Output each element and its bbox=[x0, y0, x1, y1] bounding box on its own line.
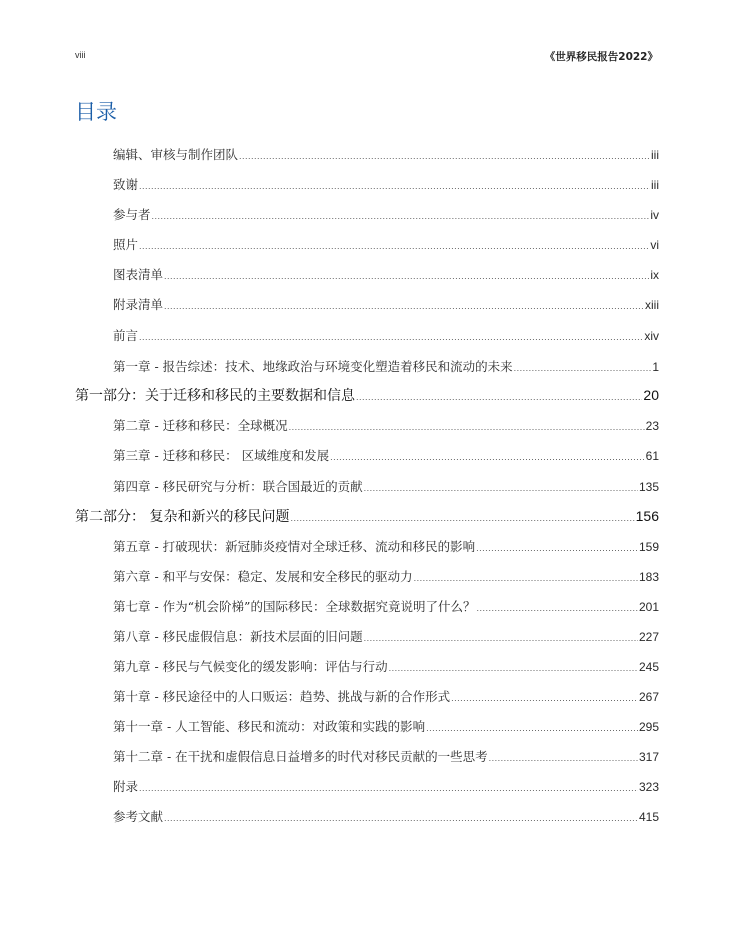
dot-leader bbox=[426, 723, 638, 733]
toc-entry-page-number: 295 bbox=[638, 720, 659, 734]
toc-entry-page-number: iv bbox=[650, 208, 659, 222]
toc-entry-page-number: 317 bbox=[638, 750, 659, 764]
toc-entry[interactable] bbox=[113, 597, 659, 615]
page-number: viii bbox=[75, 50, 86, 60]
dot-leader bbox=[139, 241, 649, 251]
dot-leader bbox=[152, 211, 650, 221]
toc-entry-page-number: iii bbox=[651, 178, 659, 192]
toc-entry[interactable] bbox=[113, 717, 659, 735]
toc-entry-label: 第三章 - 迁移和移民： 区域维度和发展 bbox=[113, 448, 330, 463]
toc-entry-label: 参与者 bbox=[113, 207, 151, 222]
toc-entry-label: 致谢 bbox=[113, 177, 139, 192]
toc-entry-page-number: 20 bbox=[643, 387, 659, 403]
toc-entry-label: 照片 bbox=[113, 237, 139, 252]
toc-entry[interactable] bbox=[113, 446, 659, 464]
dot-leader bbox=[330, 452, 644, 462]
toc-entry-page-number: 159 bbox=[638, 540, 659, 554]
dot-leader bbox=[290, 513, 634, 523]
toc-entry[interactable] bbox=[113, 537, 659, 555]
toc-entry[interactable] bbox=[113, 175, 659, 193]
toc-entry-page-number: 245 bbox=[638, 660, 659, 674]
dot-leader bbox=[356, 392, 642, 402]
toc-entry-label: 第七章 - 作为“机会阶梯”的国际移民：全球数据究竟说明了什么？ bbox=[113, 599, 476, 614]
dot-leader bbox=[239, 151, 650, 161]
dot-leader bbox=[139, 181, 650, 191]
dot-leader bbox=[139, 332, 643, 342]
toc-entry-label: 第四章 - 移民研究与分析：联合国最近的贡献 bbox=[113, 479, 363, 494]
toc-entry[interactable] bbox=[113, 145, 659, 163]
toc-entry-label: 第八章 - 移民虚假信息：新技术层面的旧问题 bbox=[113, 629, 363, 644]
toc-entry-page-number: xiii bbox=[645, 298, 659, 312]
toc-entry-page-number: 1 bbox=[652, 360, 659, 374]
toc-entry[interactable] bbox=[113, 265, 659, 283]
toc-entry-label: 附录 bbox=[113, 779, 139, 794]
toc-entry-label: 前言 bbox=[113, 328, 139, 343]
toc-entry-label: 第九章 - 移民与气候变化的缓发影响：评估与行动 bbox=[113, 659, 388, 674]
toc-entry-page-number: 227 bbox=[638, 630, 659, 644]
toc-entry[interactable] bbox=[113, 657, 659, 675]
toc-entry[interactable] bbox=[113, 477, 659, 495]
toc-entry-page-number: 135 bbox=[638, 480, 659, 494]
toc-entry[interactable] bbox=[113, 687, 659, 705]
toc-entry-page-number: 201 bbox=[638, 600, 659, 614]
toc-entry-label: 图表清单 bbox=[113, 267, 164, 282]
toc-part-entry[interactable] bbox=[75, 385, 659, 405]
toc-entry-label: 第十一章 - 人工智能、移民和流动：对政策和实践的影响 bbox=[113, 719, 426, 734]
toc-part-entry[interactable] bbox=[75, 506, 659, 526]
toc-entry-page-number: iii bbox=[651, 148, 659, 162]
toc-entry[interactable] bbox=[113, 777, 659, 795]
dot-leader bbox=[514, 363, 652, 373]
toc-title: 目录 bbox=[75, 100, 117, 124]
toc-entry[interactable] bbox=[113, 416, 659, 434]
running-header-title: 《世界移民报告2022》 bbox=[544, 51, 658, 63]
toc-entry-label: 参考文献 bbox=[113, 809, 164, 824]
toc-entry[interactable] bbox=[113, 205, 659, 223]
toc-entry-label: 第二章 - 迁移和移民：全球概况 bbox=[113, 418, 288, 433]
dot-leader bbox=[389, 663, 638, 673]
toc-entry-page-number: ix bbox=[650, 268, 659, 282]
toc-entry-label: 第五章 - 打破现状：新冠肺炎疫情对全球迁移、流动和移民的影响 bbox=[113, 539, 476, 554]
toc-entry[interactable] bbox=[113, 567, 659, 585]
dot-leader bbox=[289, 422, 645, 432]
dot-leader bbox=[364, 483, 638, 493]
toc-entry-page-number: xiv bbox=[644, 329, 659, 343]
dot-leader bbox=[489, 753, 638, 763]
toc-entry-label: 第十二章 - 在干扰和虚假信息日益增多的时代对移民贡献的一些思考 bbox=[113, 749, 488, 764]
toc-entry[interactable] bbox=[113, 235, 659, 253]
dot-leader bbox=[164, 813, 638, 823]
dot-leader bbox=[139, 783, 638, 793]
toc-entry-page-number: 415 bbox=[638, 810, 659, 824]
toc-entry-label: 第十章 - 移民途径中的人口贩运：趋势、挑战与新的合作形式 bbox=[113, 689, 451, 704]
toc-entry-page-number: 183 bbox=[638, 570, 659, 584]
toc-entry-label: 第二部分： 复杂和新兴的移民问题 bbox=[75, 509, 290, 525]
toc-entry-page-number: 267 bbox=[638, 690, 659, 704]
toc-entry-label: 附录清单 bbox=[113, 297, 164, 312]
dot-leader bbox=[364, 633, 638, 643]
toc-entry-label: 第六章 - 和平与安保：稳定、发展和安全移民的驱动力 bbox=[113, 569, 413, 584]
dot-leader bbox=[414, 573, 638, 583]
toc-entry[interactable] bbox=[113, 357, 659, 375]
toc-entry[interactable] bbox=[113, 326, 659, 344]
toc-entry-page-number: 156 bbox=[635, 508, 659, 524]
toc-entry-label: 编辑、审核与制作团队 bbox=[113, 147, 239, 162]
dot-leader bbox=[451, 693, 638, 703]
toc-entry-page-number: 23 bbox=[645, 419, 659, 433]
toc-entry-page-number: 323 bbox=[638, 780, 659, 794]
toc-entry[interactable] bbox=[113, 747, 659, 765]
dot-leader bbox=[164, 271, 649, 281]
toc-entry-page-number: 61 bbox=[645, 449, 659, 463]
dot-leader bbox=[476, 603, 638, 613]
toc-entry-page-number: vi bbox=[650, 238, 659, 252]
toc-entry[interactable] bbox=[113, 807, 659, 825]
toc-entry[interactable] bbox=[113, 627, 659, 645]
dot-leader bbox=[476, 543, 638, 553]
dot-leader bbox=[164, 301, 644, 311]
toc-entry-label: 第一部分：关于迁移和移民的主要数据和信息 bbox=[75, 388, 355, 404]
toc-entry[interactable] bbox=[113, 295, 659, 313]
toc-entry-label: 第一章 - 报告综述：技术、地缘政治与环境变化塑造着移民和流动的未来 bbox=[113, 359, 513, 374]
